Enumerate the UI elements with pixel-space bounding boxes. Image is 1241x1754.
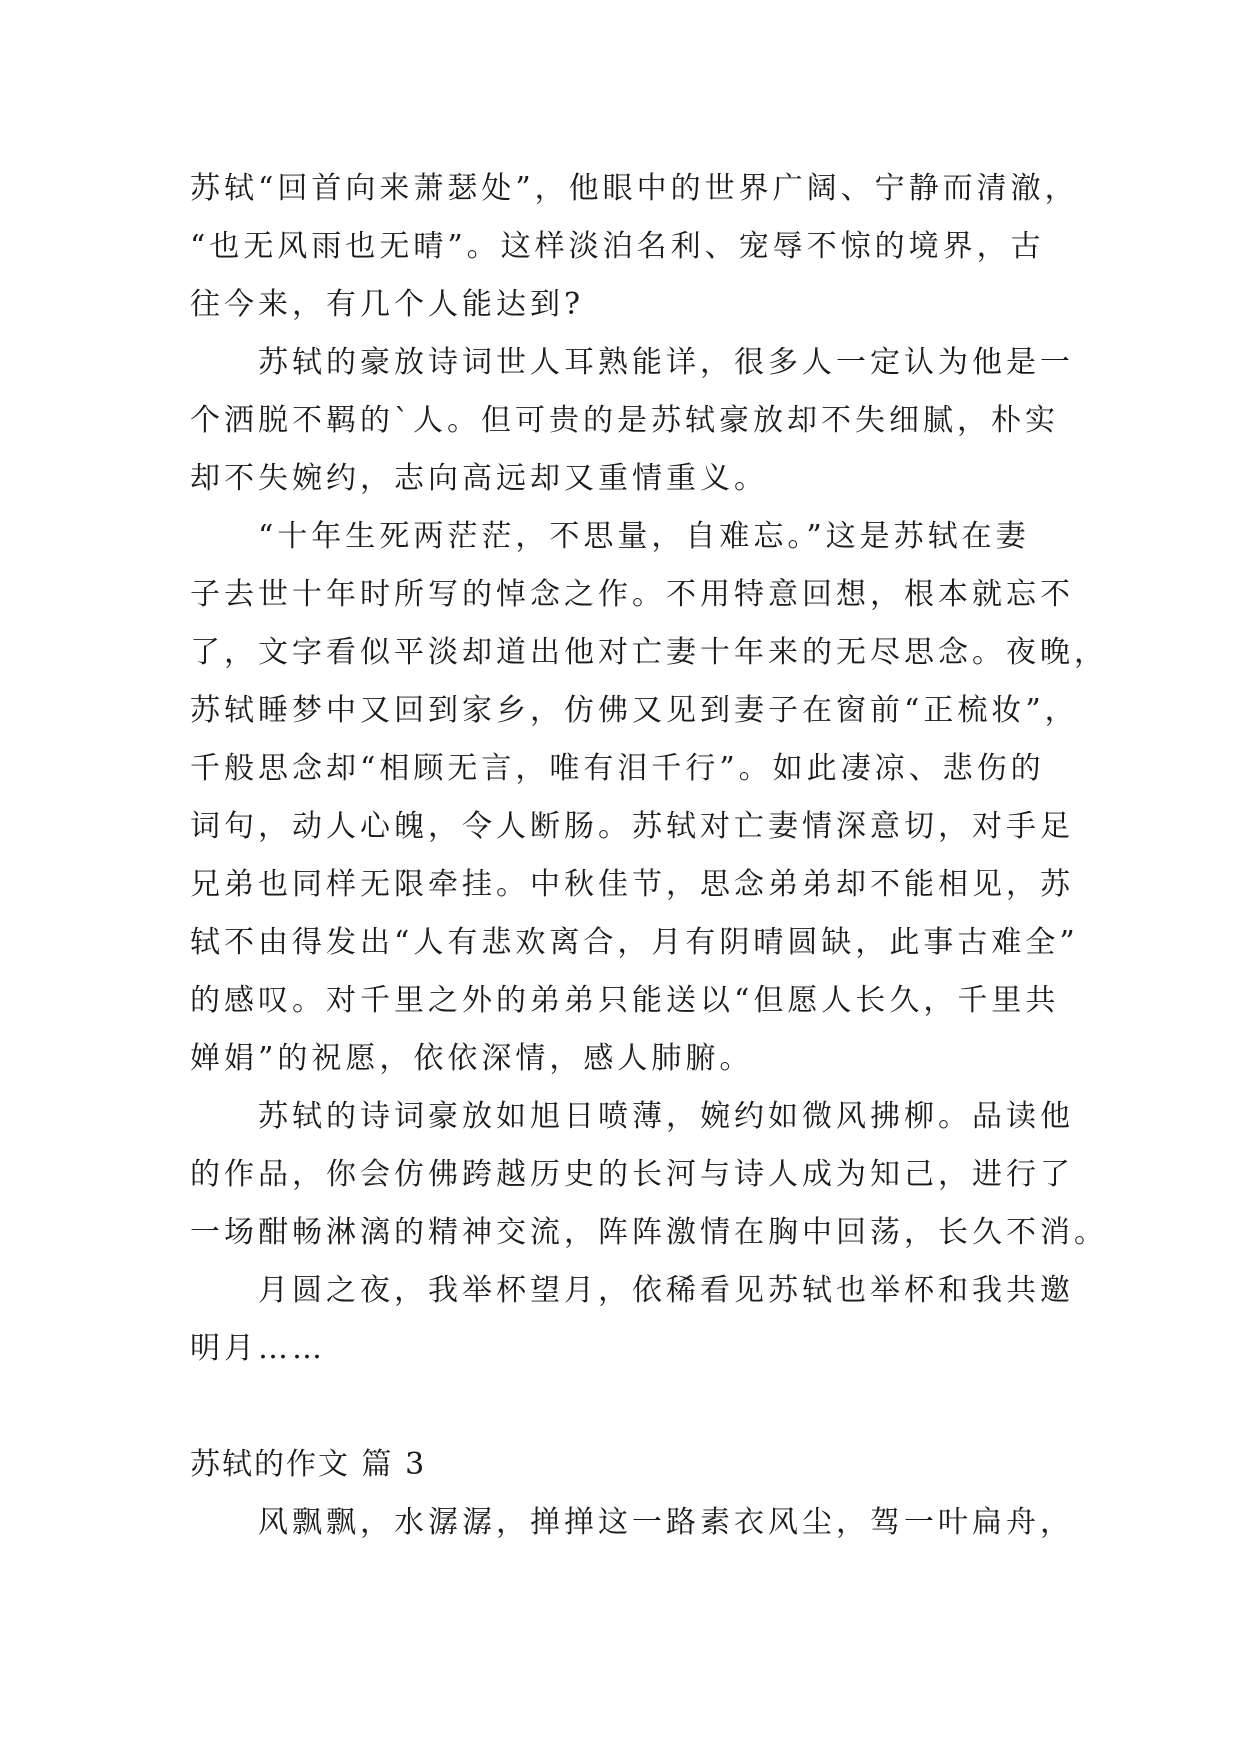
text-line: 兄弟也同样无限牵挂。中秋佳节，思念弟弟却不能相见，苏 bbox=[190, 867, 1074, 902]
text-line: 了，文字看似平淡却道出他对亡妻十年来的无尽思念。夜晚， bbox=[190, 635, 1108, 670]
text-line: 轼不由得发出“人有悲欢离合，月有阴晴圆缺，此事古难全” bbox=[190, 925, 1079, 960]
document-body bbox=[190, 160, 1108, 1552]
text-line: 月圆之夜，我举杯望月，依稀看见苏轼也举杯和我共邀 bbox=[258, 1273, 1074, 1308]
text-line: 却不失婉约，志向高远却又重情重义。 bbox=[190, 461, 768, 496]
text-line: 苏轼的诗词豪放如旭日喷薄，婉约如微风拂柳。品读他 bbox=[258, 1099, 1074, 1134]
text-line: 苏轼“回首向来萧瑟处”，他眼中的世界广阔、宁静而清澈， bbox=[190, 171, 1079, 206]
paragraph-3 bbox=[190, 508, 1108, 1088]
section-spacer bbox=[190, 1378, 1070, 1436]
text-line: “也无风雨也无晴”。这样淡泊名利、宠辱不惊的境界，古 bbox=[190, 229, 1045, 264]
paragraph-1 bbox=[190, 160, 1079, 334]
text-line: 往今来，有几个人能达到? bbox=[190, 287, 585, 322]
text-line: 个洒脱不羁的`人。但可贵的是苏轼豪放却不失细腻，朴实 bbox=[190, 403, 1059, 438]
text-line: 词句，动人心魄，令人断肠。苏轼对亡妻情深意切，对手足 bbox=[190, 809, 1074, 844]
text-line: 的感叹。对千里之外的弟弟只能送以“但愿人长久，千里共 bbox=[190, 983, 1060, 1018]
text-line: 一场酣畅淋漓的精神交流，阵阵激情在胸中回荡，长久不消。 bbox=[190, 1215, 1108, 1250]
text-line: 子去世十年时所写的悼念之作。不用特意回想，根本就忘不 bbox=[190, 577, 1074, 612]
paragraph-2 bbox=[190, 334, 1074, 508]
text-line: 明月…… bbox=[190, 1331, 326, 1366]
text-line: 苏轼的豪放诗词世人耳熟能详，很多人一定认为他是一 bbox=[258, 345, 1074, 380]
text-line: 的作品，你会仿佛跨越历史的长河与诗人成为知己，进行了 bbox=[190, 1157, 1074, 1192]
paragraph-5 bbox=[190, 1262, 1074, 1378]
text-line: 风飘飘，水潺潺，掸掸这一路素衣风尘，驾一叶扁舟， bbox=[258, 1505, 1074, 1540]
text-line: 苏轼睡梦中又回到家乡，仿佛又见到妻子在窗前“正梳妆”， bbox=[190, 693, 1079, 728]
paragraph-4 bbox=[190, 1088, 1108, 1262]
text-line: “十年生死两茫茫，不思量，自难忘。”这是苏轼在妻 bbox=[258, 519, 1030, 554]
paragraph-6 bbox=[190, 1494, 1074, 1552]
text-line: 婵娟”的祝愿，依依深情，感人肺腑。 bbox=[190, 1041, 754, 1076]
text-line: 千般思念却“相顾无言，唯有泪千行”。如此凄凉、悲伤的 bbox=[190, 751, 1045, 786]
section-heading: 苏轼的作文 篇 3 bbox=[190, 1447, 427, 1482]
